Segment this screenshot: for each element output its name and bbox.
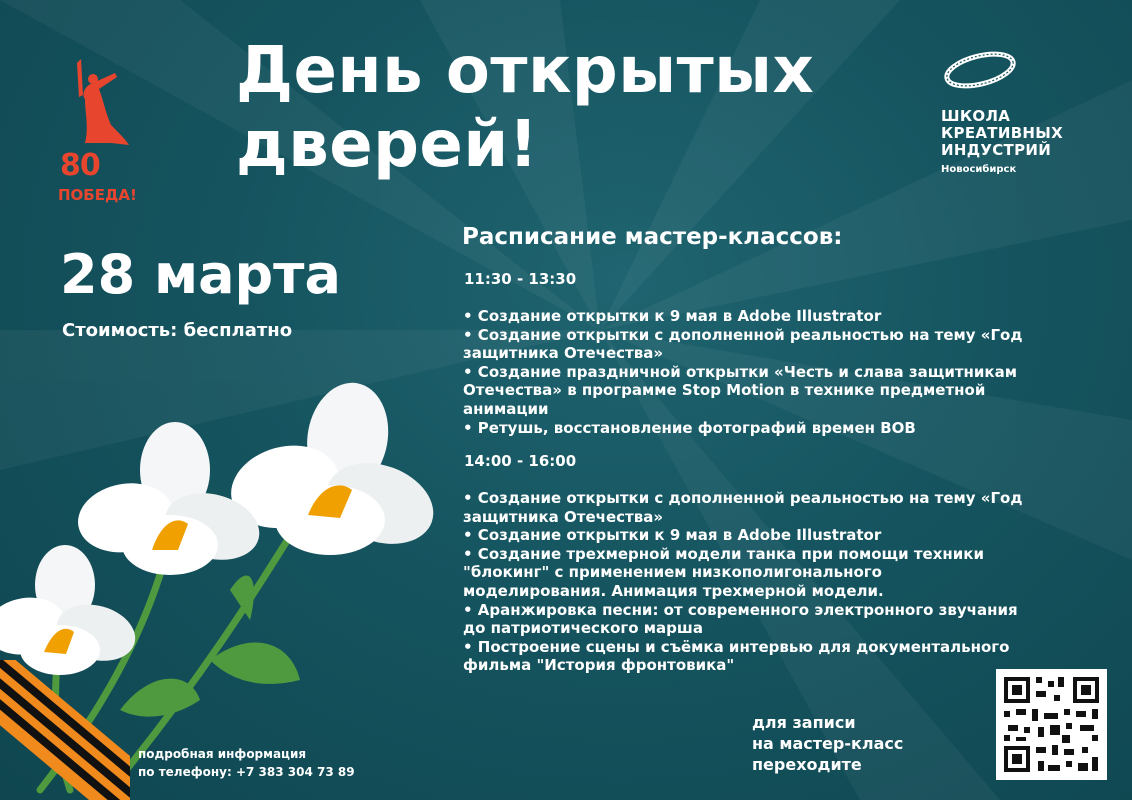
school-line-2: КРЕАТИВНЫХ xyxy=(941,124,1063,142)
school-name xyxy=(941,108,1063,159)
qr-code[interactable] xyxy=(996,669,1107,780)
list-item: анимации xyxy=(463,399,549,418)
contact-line-2: по телефону: +7 383 304 73 89 xyxy=(138,765,355,779)
school-line-1: ШКОЛА xyxy=(941,107,1011,125)
title-line-2: дверей! xyxy=(236,108,539,182)
slot-time: 11:30 - 13:30 xyxy=(464,270,577,288)
slot-time: 14:00 - 16:00 xyxy=(464,452,577,470)
school-line-3: ИНДУСТРИЙ xyxy=(941,141,1052,159)
list-item: • Создание открытки с дополненной реальностью на тему «Год xyxy=(463,489,1023,507)
qr-code-icon xyxy=(996,669,1107,780)
slot-items xyxy=(463,489,1103,675)
contact-info xyxy=(138,745,355,781)
list-item: • Аранжировка песни: от современного электронного звучания xyxy=(463,600,1018,619)
cta-line-1: для записи xyxy=(752,713,856,732)
list-item: • Построение сцены и съёмка интервью для документального xyxy=(463,637,1010,656)
contact-line-1: подробная информация xyxy=(138,747,307,761)
cta-line-2: на мастер-класс xyxy=(752,734,904,753)
list-item: моделирования. Анимация трехмерной модели. xyxy=(463,581,884,600)
signup-cta xyxy=(752,712,903,775)
page-title xyxy=(236,34,916,182)
list-item: • Ретушь, восстановление фотографий времен ВОВ xyxy=(463,418,916,437)
victory-number: 80 xyxy=(60,148,100,183)
school-city: Новосибирск xyxy=(941,164,1017,175)
list-item: • Создание трехмерной модели танка при помощи техники xyxy=(463,544,984,563)
event-date: 28 марта xyxy=(60,243,341,306)
st-george-ribbon-icon xyxy=(0,660,130,800)
list-item: до патриотического марша xyxy=(463,619,703,638)
event-cost: Стоимость: бесплатно xyxy=(62,320,293,341)
list-item: защитника Отечества» xyxy=(463,344,664,363)
cta-line-3: переходите xyxy=(752,755,862,774)
slot-items xyxy=(463,307,1103,437)
schedule-title: Расписание мастер-классов: xyxy=(462,224,843,250)
list-item: • Создание открытки к 9 мая в Adobe Illustrator xyxy=(463,307,882,325)
school-ring-logo-icon xyxy=(940,44,1030,100)
list-item: защитника Отечества» xyxy=(463,507,664,526)
list-item: Отечества» в программе Stop Motion в технике предметной xyxy=(463,381,986,400)
list-item: "блокинг" с применением низкополигонального xyxy=(463,563,882,582)
victory-word: ПОБЕДА! xyxy=(58,186,137,204)
list-item: • Создание открытки к 9 мая в Adobe Illustrator xyxy=(463,526,882,545)
motherland-statue-icon xyxy=(55,55,135,155)
list-item: • Создание открытки с дополненной реальностью на тему «Год xyxy=(463,325,1023,344)
list-item: • Создание праздничной открытки «Честь и слава защитникам xyxy=(463,362,1017,381)
title-line-1: День открытых xyxy=(236,34,815,108)
list-item: фильма "История фронтовика" xyxy=(463,656,735,675)
